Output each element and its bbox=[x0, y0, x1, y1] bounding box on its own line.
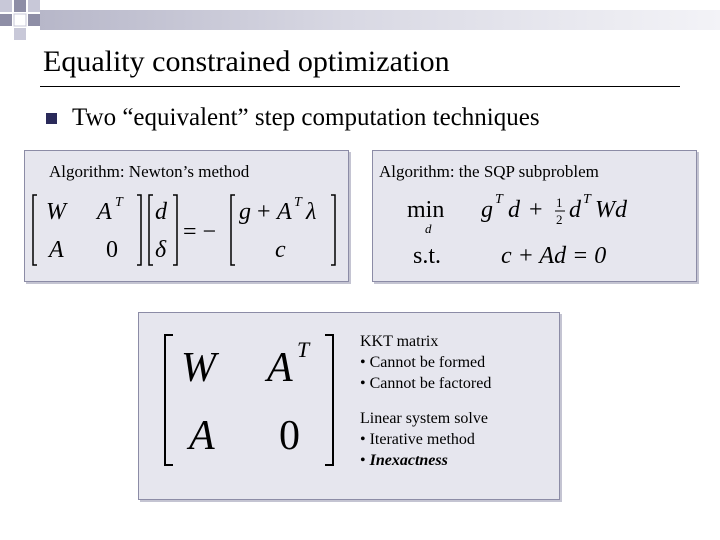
sqp-subproblem-panel bbox=[372, 150, 697, 282]
matrix-entry: 0 bbox=[106, 237, 118, 263]
matrix-entry: A bbox=[267, 345, 293, 391]
min-operator: min bbox=[407, 197, 445, 223]
superscript: T bbox=[583, 192, 591, 207]
rhs-entry: A bbox=[277, 199, 292, 225]
left-bracket bbox=[231, 195, 235, 265]
subject-to-label: s.t. bbox=[413, 243, 442, 269]
corner-square bbox=[14, 0, 26, 12]
matrix-entry: 0 bbox=[279, 413, 300, 459]
corner-square bbox=[28, 14, 40, 26]
corner-square bbox=[0, 14, 12, 26]
objective-term: + bbox=[529, 197, 543, 223]
right-bracket bbox=[137, 195, 141, 265]
kkt-matrix bbox=[139, 313, 359, 499]
fraction-denominator: 2 bbox=[556, 212, 563, 227]
min-subscript: d bbox=[425, 221, 432, 236]
matrix-entry: W bbox=[46, 199, 66, 225]
equals-sign: = − bbox=[183, 219, 217, 245]
superscript: T bbox=[495, 192, 503, 207]
corner-square bbox=[14, 14, 26, 26]
vector-entry: d bbox=[155, 199, 167, 225]
right-bracket bbox=[331, 195, 335, 265]
newton-method-panel bbox=[24, 150, 349, 282]
notes-heading: Linear system solve bbox=[360, 410, 488, 427]
right-bracket bbox=[173, 195, 177, 265]
matrix-entry: A bbox=[97, 199, 112, 225]
constraint-equation: c + Ad = 0 bbox=[501, 243, 607, 269]
rhs-entry: c bbox=[275, 237, 286, 263]
superscript: T bbox=[297, 337, 310, 362]
corner-square bbox=[0, 0, 12, 12]
corner-square bbox=[28, 0, 40, 12]
sqp-problem bbox=[373, 151, 696, 281]
objective-term: d bbox=[569, 197, 581, 223]
corner-square bbox=[14, 28, 26, 40]
notes-item: • Cannot be factored bbox=[360, 375, 492, 392]
objective-term: g bbox=[481, 197, 493, 223]
rhs-entry: + bbox=[257, 199, 271, 225]
objective-term: Wd bbox=[595, 197, 627, 223]
panel-title: Algorithm: the SQP subproblem bbox=[379, 162, 599, 181]
notes-item: • Cannot be formed bbox=[360, 354, 486, 371]
slide-title: Equality constrained optimization bbox=[43, 45, 450, 78]
panel-title: Algorithm: Newton’s method bbox=[49, 162, 250, 181]
kkt-matrix-panel bbox=[138, 312, 560, 500]
newton-equation bbox=[25, 151, 348, 281]
notes-bullet: • bbox=[360, 452, 370, 469]
bullet-text: Two “equivalent” step computation techniques bbox=[72, 104, 540, 131]
fraction-numerator: 1 bbox=[556, 195, 563, 210]
notes-heading: KKT matrix bbox=[360, 333, 439, 350]
emphasized-text: Inexactness bbox=[369, 452, 448, 469]
notes-item: • Iterative method bbox=[360, 431, 475, 448]
superscript: T bbox=[294, 195, 302, 210]
superscript: T bbox=[115, 195, 123, 210]
left-bracket bbox=[33, 195, 37, 265]
matrix-entry: A bbox=[49, 237, 64, 263]
notes-item bbox=[360, 450, 491, 471]
square-bullet-icon bbox=[46, 113, 57, 124]
title-divider bbox=[40, 86, 680, 87]
right-bracket bbox=[325, 335, 333, 465]
header-gradient-bar bbox=[40, 10, 720, 30]
left-bracket bbox=[149, 195, 153, 265]
kkt-notes bbox=[360, 331, 491, 471]
rhs-entry: λ bbox=[306, 199, 317, 225]
objective-term: d bbox=[508, 197, 520, 223]
matrix-entry: A bbox=[189, 413, 215, 459]
left-bracket bbox=[165, 335, 173, 465]
rhs-entry: g bbox=[239, 199, 251, 225]
matrix-entry: W bbox=[181, 345, 216, 391]
vector-entry: δ bbox=[155, 237, 167, 263]
